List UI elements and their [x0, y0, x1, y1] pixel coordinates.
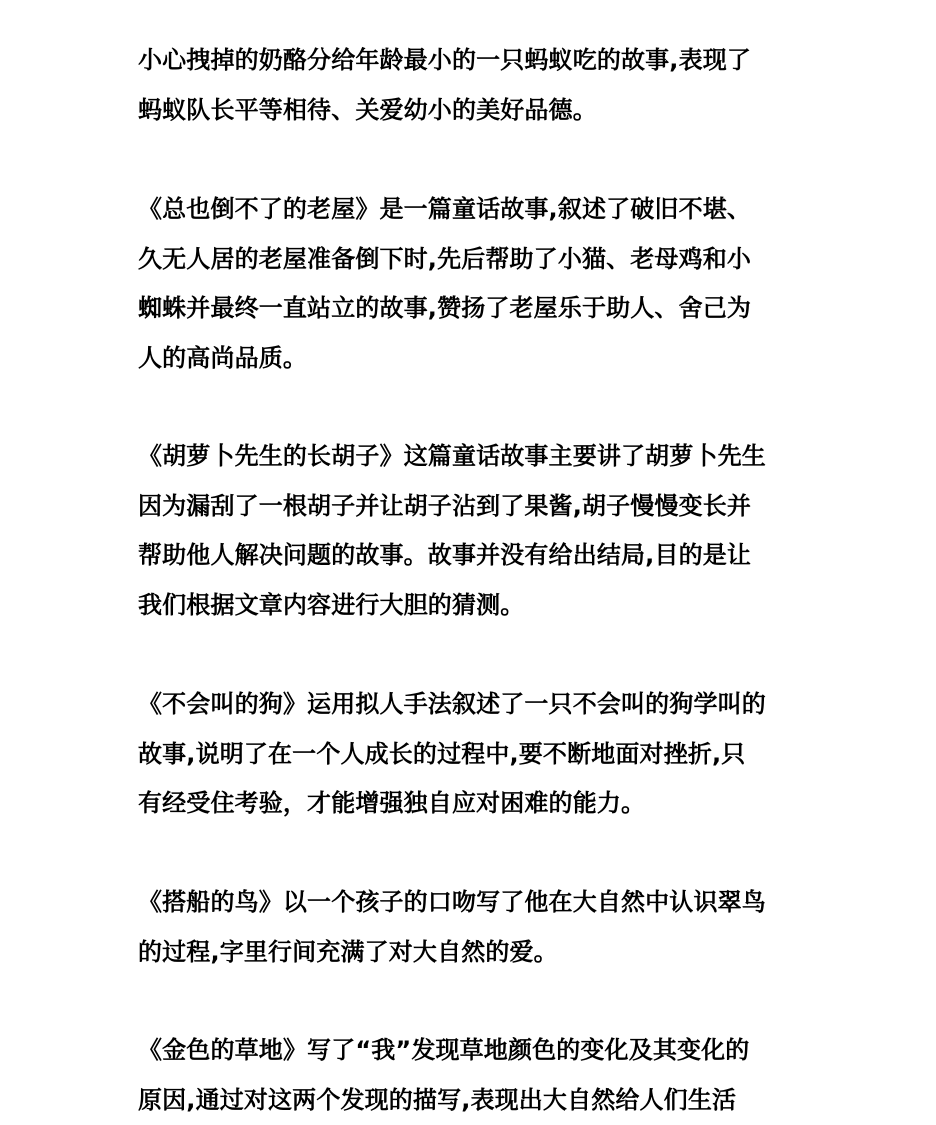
paragraph-old-house [138, 185, 800, 383]
text-line: 我们根据文章内容进行大胆的猜测。 [138, 581, 800, 631]
text-line: 《不会叫的狗》运用拟人手法叙述了一只不会叫的狗学叫的 [138, 680, 800, 730]
text-line: 《总也倒不了的老屋》是一篇童话故事,叙述了破旧不堪、 [138, 185, 800, 235]
paragraph-silent-dog [138, 680, 800, 829]
text-line: 蜘蛛并最终一直站立的故事,赞扬了老屋乐于助人、舍己为 [138, 284, 800, 334]
text-line: 因为漏刮了一根胡子并让胡子沾到了果酱,胡子慢慢变长并 [138, 482, 800, 532]
text-line: 原因,通过对这两个发现的描写,表现出大自然给人们生活 [138, 1076, 800, 1125]
text-line: 有经受住考验，才能增强独自应对困难的能力。 [138, 779, 800, 829]
text-line: 《金色的草地》写了“我”发现草地颜色的变化及其变化的 [138, 1026, 800, 1076]
paragraph-cheese-story [138, 36, 800, 135]
text-line: 人的高尚品质。 [138, 334, 800, 384]
text-line: 帮助他人解决问题的故事。故事并没有给出结局,目的是让 [138, 531, 800, 581]
text-line: 《胡萝卜先生的长胡子》这篇童话故事主要讲了胡萝卜先生 [138, 432, 800, 482]
text-line: 《搭船的鸟》以一个孩子的口吻写了他在大自然中认识翠鸟 [138, 878, 800, 928]
paragraph-carrot-beard [138, 432, 800, 630]
paragraph-boat-bird [138, 878, 800, 977]
text-line: 蚂蚁队长平等相待、关爱幼小的美好品德。 [138, 86, 800, 136]
text-line: 久无人居的老屋准备倒下时,先后帮助了小猫、老母鸡和小 [138, 235, 800, 285]
text-line: 故事,说明了在一个人成长的过程中,要不断地面对挫折,只 [138, 730, 800, 780]
text-line: 小心拽掉的奶酪分给年龄最小的一只蚂蚁吃的故事,表现了 [138, 36, 800, 86]
text-line: 的过程,字里行间充满了对大自然的爱。 [138, 928, 800, 978]
paragraph-golden-meadow [138, 1026, 800, 1125]
